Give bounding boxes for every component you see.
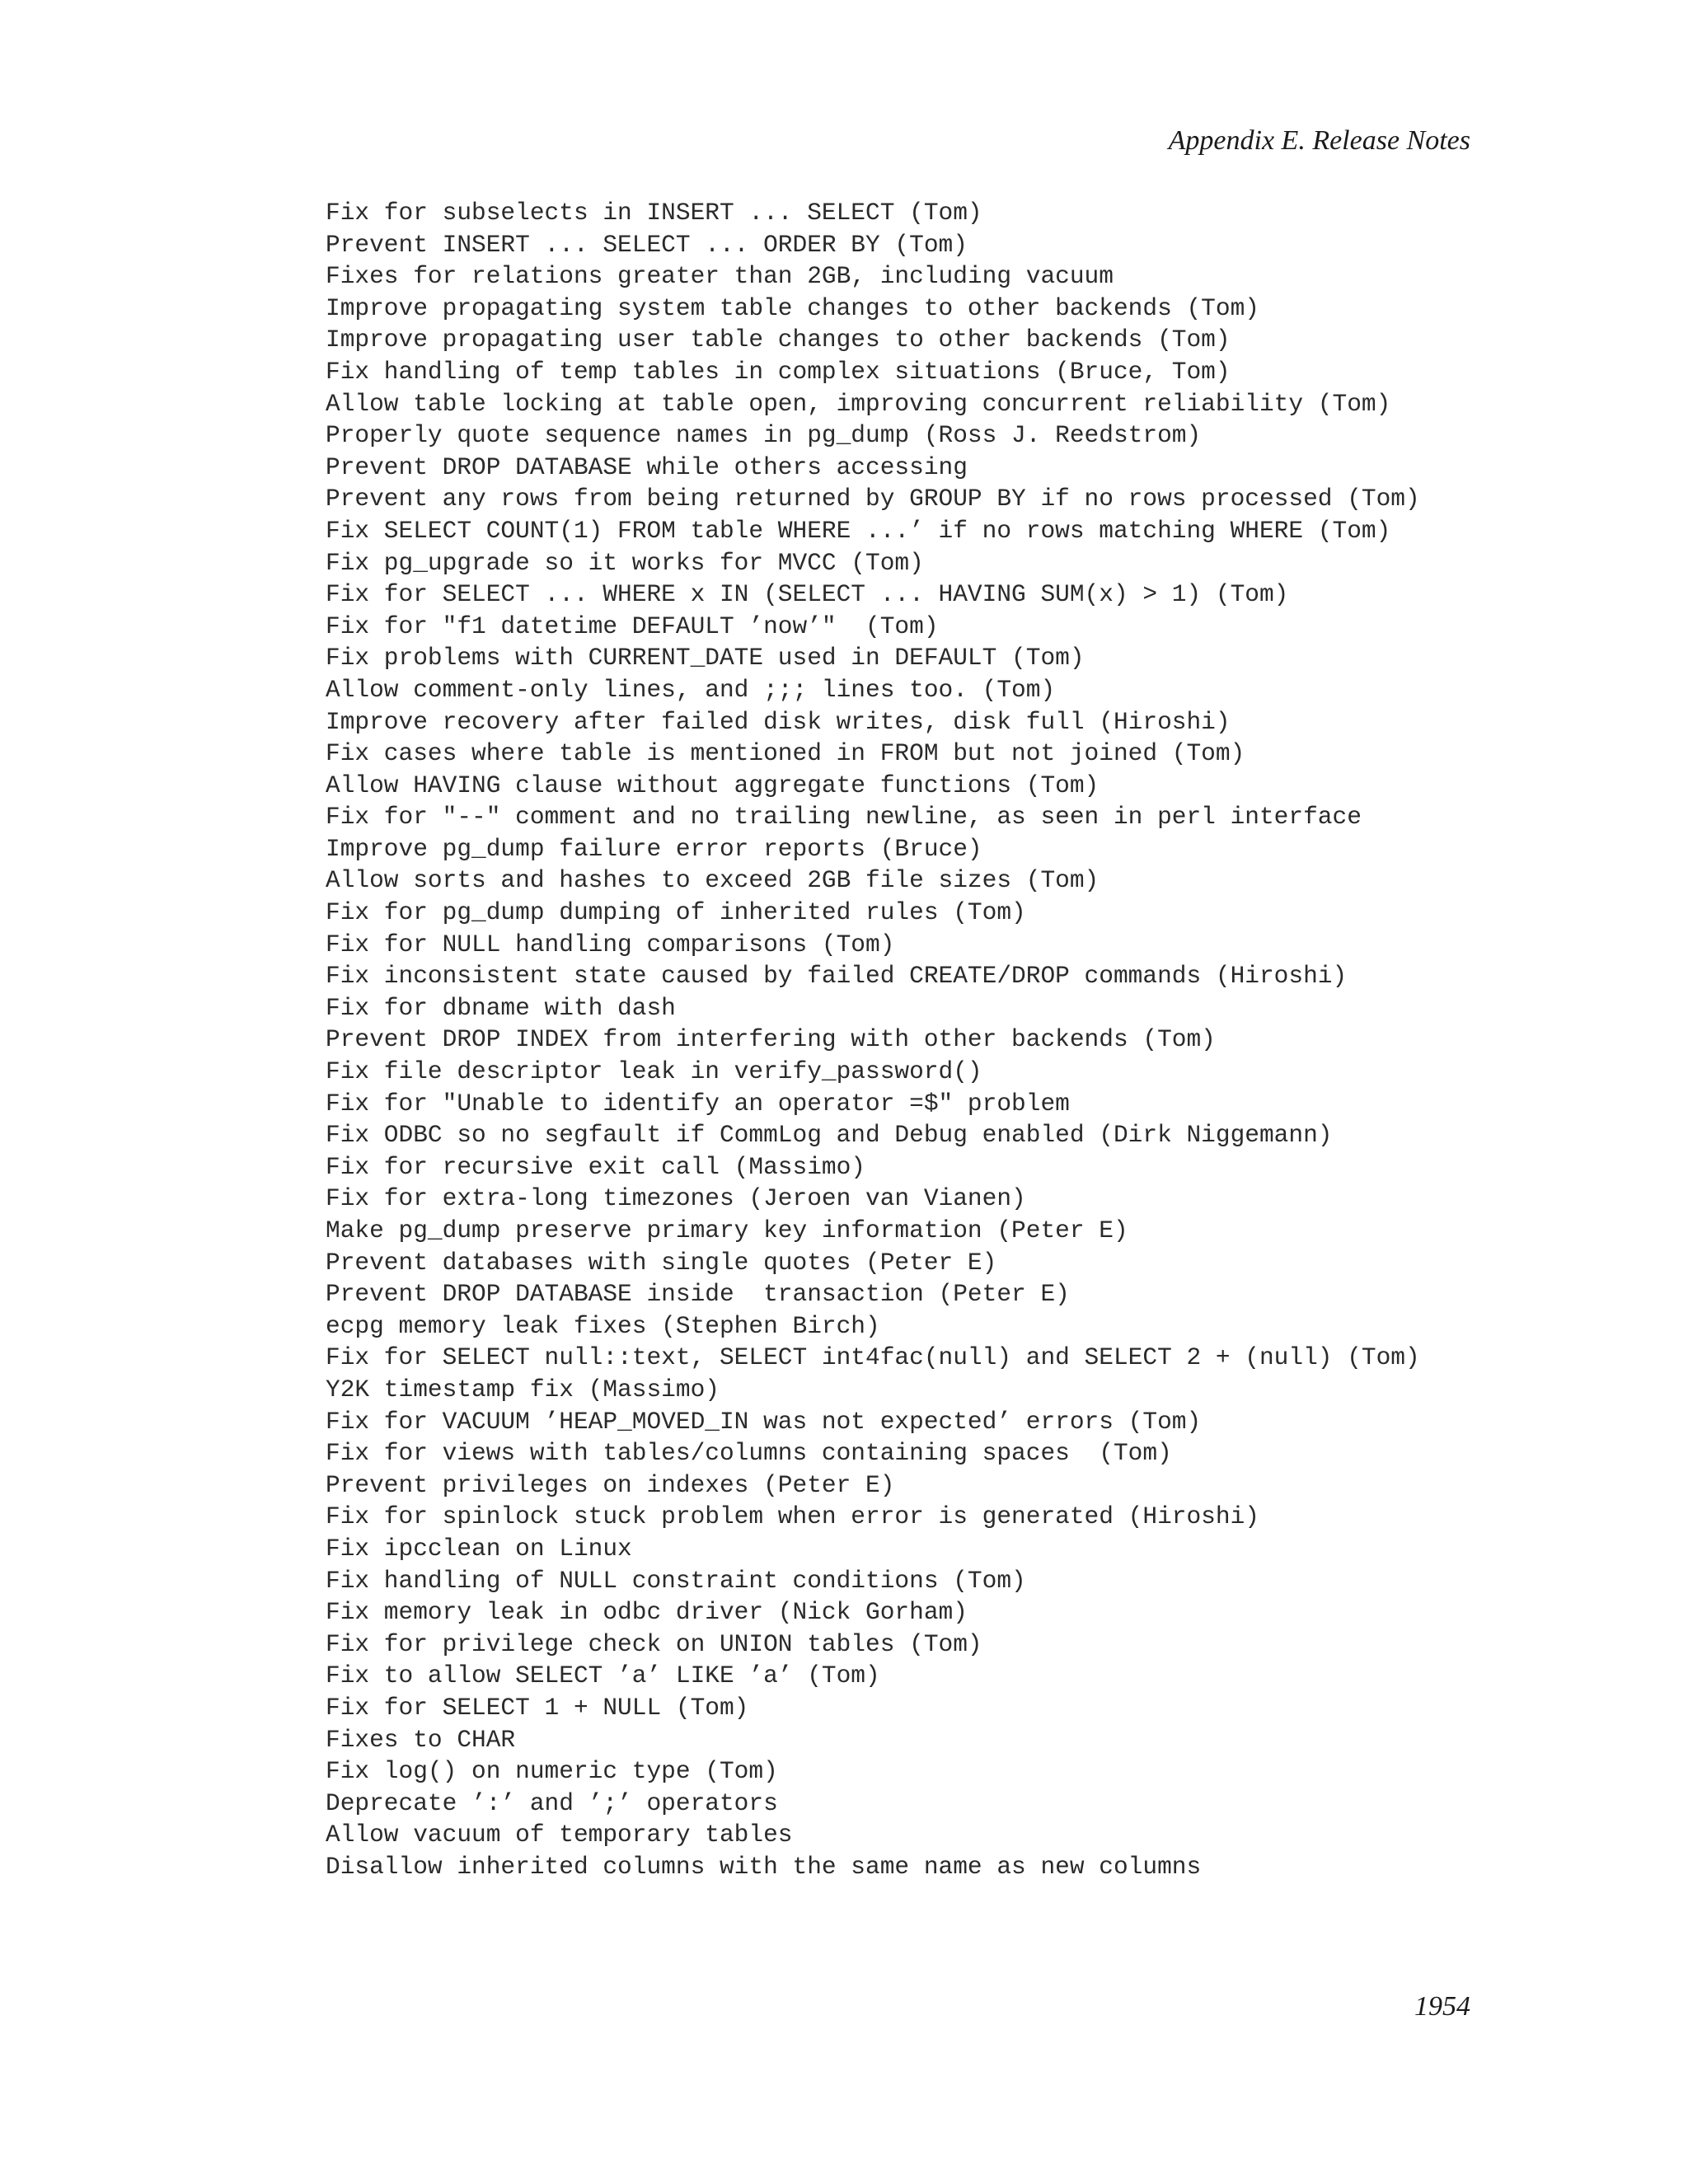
release-note-line: Fix for VACUUM ’HEAP_MOVED_IN was not expected’ errors (Tom) bbox=[326, 1407, 1202, 1436]
page-number: 1954 bbox=[1414, 1991, 1470, 2022]
release-note-line: Allow sorts and hashes to exceed 2GB file sizes (Tom) bbox=[326, 866, 1100, 895]
release-note-line: Prevent databases with single quotes (Peter E) bbox=[326, 1248, 997, 1277]
release-note-line: Allow comment-only lines, and ;;; lines too. (Tom) bbox=[326, 675, 1056, 704]
release-note-line: Y2K timestamp fix (Massimo) bbox=[326, 1375, 720, 1404]
release-note-line: Allow HAVING clause without aggregate functions (Tom) bbox=[326, 771, 1100, 799]
release-note-line: Fix for spinlock stuck problem when error is generated (Hiroshi) bbox=[326, 1502, 1259, 1531]
release-note-line: Fix ipcclean on Linux bbox=[326, 1534, 632, 1563]
release-note-line: Fix for "f1 datetime DEFAULT ’now’" (Tom) bbox=[326, 612, 939, 640]
release-note-line: Improve pg_dump failure error reports (Bruce) bbox=[326, 834, 982, 863]
release-note-line: Fix for NULL handling comparisons (Tom) bbox=[326, 930, 895, 958]
release-note-line: Fix ODBC so no segfault if CommLog and Debug enabled (Dirk Niggemann) bbox=[326, 1121, 1333, 1150]
release-note-line: Fix for SELECT null::text, SELECT int4fac(null) and SELECT 2 + (null) (Tom) bbox=[326, 1343, 1420, 1372]
release-note-line: Make pg_dump preserve primary key information (Peter E) bbox=[326, 1216, 1128, 1244]
release-note-line: Prevent privileges on indexes (Peter E) bbox=[326, 1470, 895, 1499]
release-note-line: Fix inconsistent state caused by failed CREATE/DROP commands (Hiroshi) bbox=[326, 962, 1348, 991]
release-note-line: Fix for extra-long timezones (Jeroen van Vianen) bbox=[326, 1184, 1026, 1213]
release-note-line: Fix for recursive exit call (Massimo) bbox=[326, 1152, 866, 1181]
release-note-line: Allow vacuum of temporary tables bbox=[326, 1821, 793, 1849]
release-note-line: Fix to allow SELECT ’a’ LIKE ’a’ (Tom) bbox=[326, 1661, 880, 1690]
release-note-line: Fix file descriptor leak in verify_password() bbox=[326, 1057, 982, 1086]
release-note-line: Prevent any rows from being returned by GROUP BY if no rows processed (Tom) bbox=[326, 485, 1420, 513]
release-note-line: Fix for pg_dump dumping of inherited rules (Tom) bbox=[326, 898, 1026, 927]
release-note-line: Improve recovery after failed disk writes, disk full (Hiroshi) bbox=[326, 707, 1231, 736]
running-header: Appendix E. Release Notes bbox=[1168, 125, 1470, 156]
release-note-line: Fixes to CHAR bbox=[326, 1725, 516, 1754]
release-note-line: Prevent DROP DATABASE inside transaction (Peter E) bbox=[326, 1280, 1070, 1309]
release-note-line: Deprecate ’:’ and ’;’ operators bbox=[326, 1788, 778, 1817]
release-note-line: Allow table locking at table open, improving concurrent reliability (Tom) bbox=[326, 389, 1391, 418]
release-note-line: Fix for dbname with dash bbox=[326, 993, 676, 1022]
release-note-line: Fix for views with tables/columns containing spaces (Tom) bbox=[326, 1439, 1172, 1468]
release-note-line: Improve propagating user table changes to other backends (Tom) bbox=[326, 326, 1231, 354]
release-note-line: Fix memory leak in odbc driver (Nick Gorham) bbox=[326, 1598, 968, 1627]
release-note-line: Properly quote sequence names in pg_dump (Ross J. Reedstrom) bbox=[326, 421, 1202, 450]
release-note-line: Fixes for relations greater than 2GB, including vacuum bbox=[326, 262, 1114, 291]
release-note-line: Prevent DROP DATABASE while others accessing bbox=[326, 452, 968, 481]
release-note-line: Improve propagating system table changes to other backends (Tom) bbox=[326, 293, 1259, 322]
release-note-line: Fix handling of temp tables in complex situations (Bruce, Tom) bbox=[326, 357, 1231, 386]
release-note-line: Fix pg_upgrade so it works for MVCC (Tom) bbox=[326, 548, 924, 577]
release-notes-list bbox=[326, 197, 1420, 1882]
release-note-line: Fix log() on numeric type (Tom) bbox=[326, 1757, 778, 1786]
release-note-line: Fix for "Unable to identify an operator =$" problem bbox=[326, 1089, 1070, 1118]
release-note-line: Prevent INSERT ... SELECT ... ORDER BY (Tom) bbox=[326, 230, 968, 259]
release-note-line: Fix for SELECT ... WHERE x IN (SELECT ... HAVING SUM(x) > 1) (Tom) bbox=[326, 580, 1289, 609]
release-note-line: Fix handling of NULL constraint conditions (Tom) bbox=[326, 1566, 1026, 1595]
release-note-line: Fix for privilege check on UNION tables (Tom) bbox=[326, 1629, 982, 1658]
release-note-line: Fix SELECT COUNT(1) FROM table WHERE ...’ if no rows matching WHERE (Tom) bbox=[326, 516, 1391, 545]
release-note-line: Prevent DROP INDEX from interfering with other backends (Tom) bbox=[326, 1025, 1216, 1054]
release-note-line: ecpg memory leak fixes (Stephen Birch) bbox=[326, 1311, 880, 1340]
release-note-line: Fix for subselects in INSERT ... SELECT (Tom) bbox=[326, 199, 982, 227]
release-note-line: Fix for SELECT 1 + NULL (Tom) bbox=[326, 1693, 749, 1722]
release-note-line: Fix for "--" comment and no trailing newline, as seen in perl interface bbox=[326, 803, 1362, 832]
release-note-line: Disallow inherited columns with the same name as new columns bbox=[326, 1852, 1202, 1881]
release-note-line: Fix problems with CURRENT_DATE used in DEFAULT (Tom) bbox=[326, 644, 1085, 673]
release-note-line: Fix cases where table is mentioned in FROM but not joined (Tom) bbox=[326, 739, 1245, 768]
